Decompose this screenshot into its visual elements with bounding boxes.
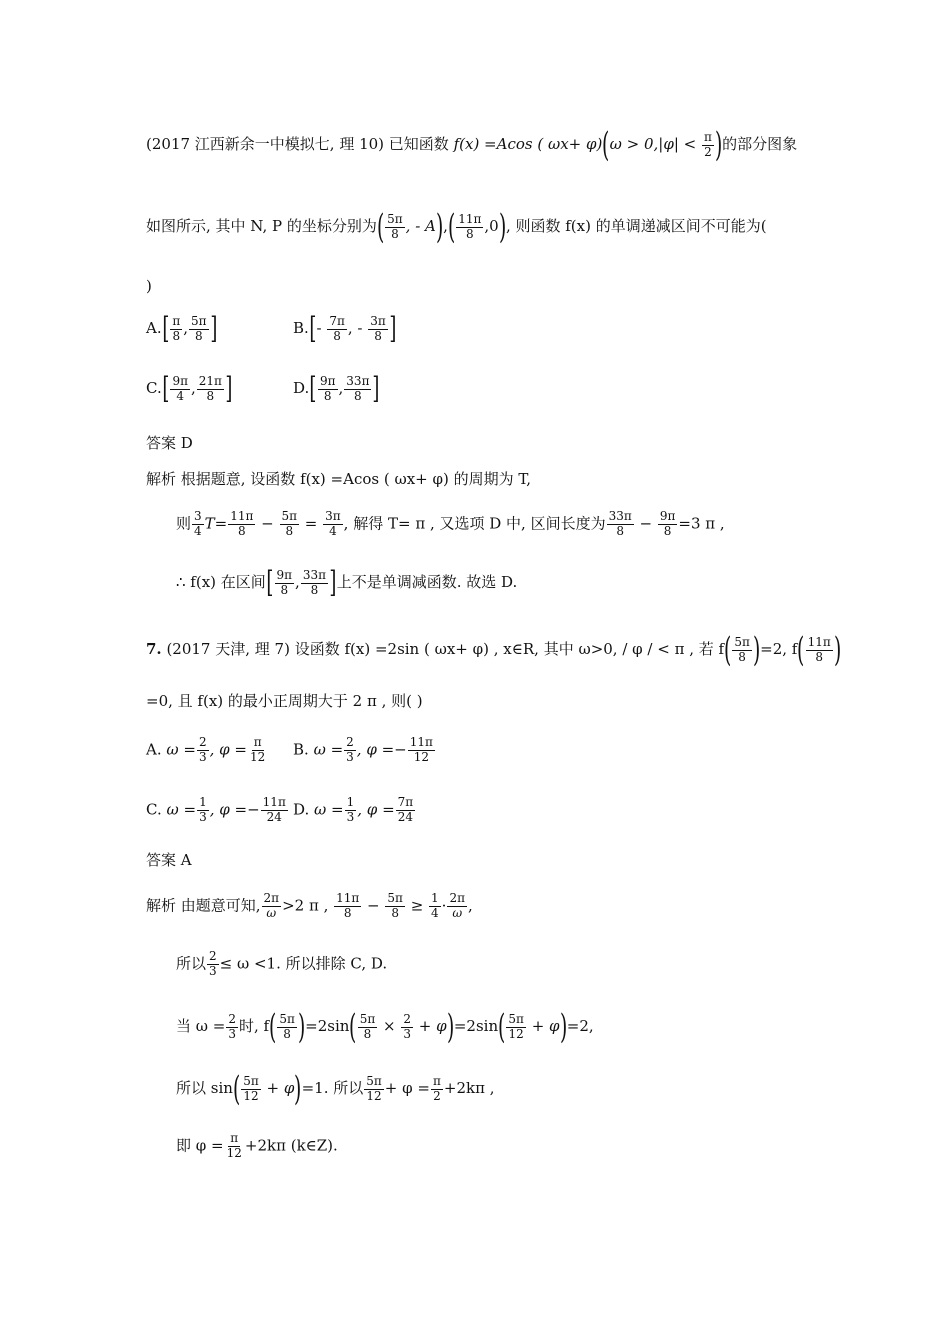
p1-intro: (2017 江西新余一中模拟七, 理 10) 已知函数	[146, 135, 454, 153]
p2-line1: 7. (2017 天津, 理 7) 设函数 f(x) =2sin ( ωx+ φ) , x∈R, 其中 ω>0, / φ / < π , 若 f( $\frac{5\pi}{8}$ )=2, f( $\frac{11\pi}{8}$ )	[146, 630, 842, 670]
p1-cond: ω > 0,|φ| <	[609, 135, 702, 153]
p1-cond-frac: $\frac{\pi}{2}$	[704, 129, 712, 159]
p1-line3: )	[146, 277, 152, 295]
p1-P-frac: $\frac{11\pi}{8}$	[458, 211, 482, 241]
p2-option-d: D. ω = $\frac{1}{3}$ , φ = $\frac{7\pi}{24}$	[293, 795, 414, 824]
p2-step1: 所以 $\frac{2}{3}$ ≤ ω <1. 所以排除 C, D.	[176, 949, 388, 978]
p1-answer: 答案 D	[146, 434, 193, 452]
p1-option-c: C.[ $\frac{9\pi}{4}$ , $\frac{21\pi}{8}$ ]	[146, 371, 233, 406]
p1-option-b: B.[- $\frac{7\pi}{8}$ , - $\frac{3\pi}{8}$ ]	[293, 311, 397, 346]
p1-conclusion: ∴ f(x) 在区间[ $\frac{9\pi}{8}$ , $\frac{33\pi}{8}$ ]上不是单调减函数. 故选 D.	[176, 565, 518, 600]
p2-analysis: 解析 由题意可知, $\frac{2\pi}{\omega}$ >2 π , $\frac{11\pi}{8}$ − $\frac{5\pi}{8}$ ≥ $\frac{1}{4}$ · $\frac{2\pi}{\omega}$ ,	[146, 891, 473, 920]
p2-step3: 所以 sin( $\frac{5\pi}{12}$ + φ)=1. 所以 $\frac{5\pi}{12}$ + φ = $\frac{\pi}{2}$ +2kπ ,	[176, 1069, 495, 1109]
p2-answer: 答案 A	[146, 851, 192, 869]
p1-func: f(x) =Acos ( ωx+ φ)	[453, 135, 603, 153]
p1-line2: 如图所示, 其中 N, P 的坐标分别为( $\frac{5\pi}{8}$ , - A),( $\frac{11\pi}{8}$ ,0), 则函数 f(x) 的单调递减区间不可能为(	[146, 207, 767, 247]
p1-N-frac: $\frac{5\pi}{8}$	[387, 211, 403, 241]
p2-option-a: A. ω = $\frac{2}{3}$ , φ = $\frac{\pi}{12}$	[146, 735, 266, 764]
p2-step2: 当 ω = $\frac{2}{3}$ 时, f( $\frac{5\pi}{8}$ )=2sin( $\frac{5\pi}{8}$ × $\frac{2}{3}$ + φ)=2sin( $\frac{5\pi}{12}$ + φ)=2,	[176, 1007, 594, 1047]
p2-step4: 即 φ = $\frac{\pi}{12}$ +2kπ (k∈Z).	[176, 1131, 338, 1160]
p1-option-a: A.[ $\frac{\pi}{8}$ , $\frac{5\pi}{8}$ ]	[146, 311, 217, 346]
p2-option-b: B. ω = $\frac{2}{3}$ , φ =− $\frac{11\pi}{12}$	[293, 735, 433, 764]
p1-line1: (2017 江西新余一中模拟七, 理 10) 已知函数 f(x) =Acos ( ωx+ φ)(ω > 0,|φ| < $\frac{\pi}{2}$ )的部分图象	[146, 125, 798, 165]
p1-option-d: D.[ $\frac{9\pi}{8}$ , $\frac{33\pi}{8}$ ]	[293, 371, 380, 406]
p1-analysis: 解析 根据题意, 设函数 f(x) =Acos ( ωx+ φ) 的周期为 T,	[146, 470, 531, 488]
p2-line2: =0, 且 f(x) 的最小正周期大于 2 π , 则( )	[146, 692, 423, 710]
p2-number: 7.	[146, 640, 162, 658]
p1-tail: 的部分图象	[722, 135, 798, 153]
p1-calc: 则 $\frac{3}{4}$ T= $\frac{11\pi}{8}$ − $\frac{5\pi}{8}$ = $\frac{3\pi}{4}$ , 解得 T= π , 又选项 D 中, 区间长度为 $\frac{33\pi}{8}$ − $\frac{9\pi}{8}$ =3 π ,	[176, 509, 725, 538]
p2-option-c: C. ω = $\frac{1}{3}$ , φ =− $\frac{11\pi}{24}$	[146, 795, 286, 824]
